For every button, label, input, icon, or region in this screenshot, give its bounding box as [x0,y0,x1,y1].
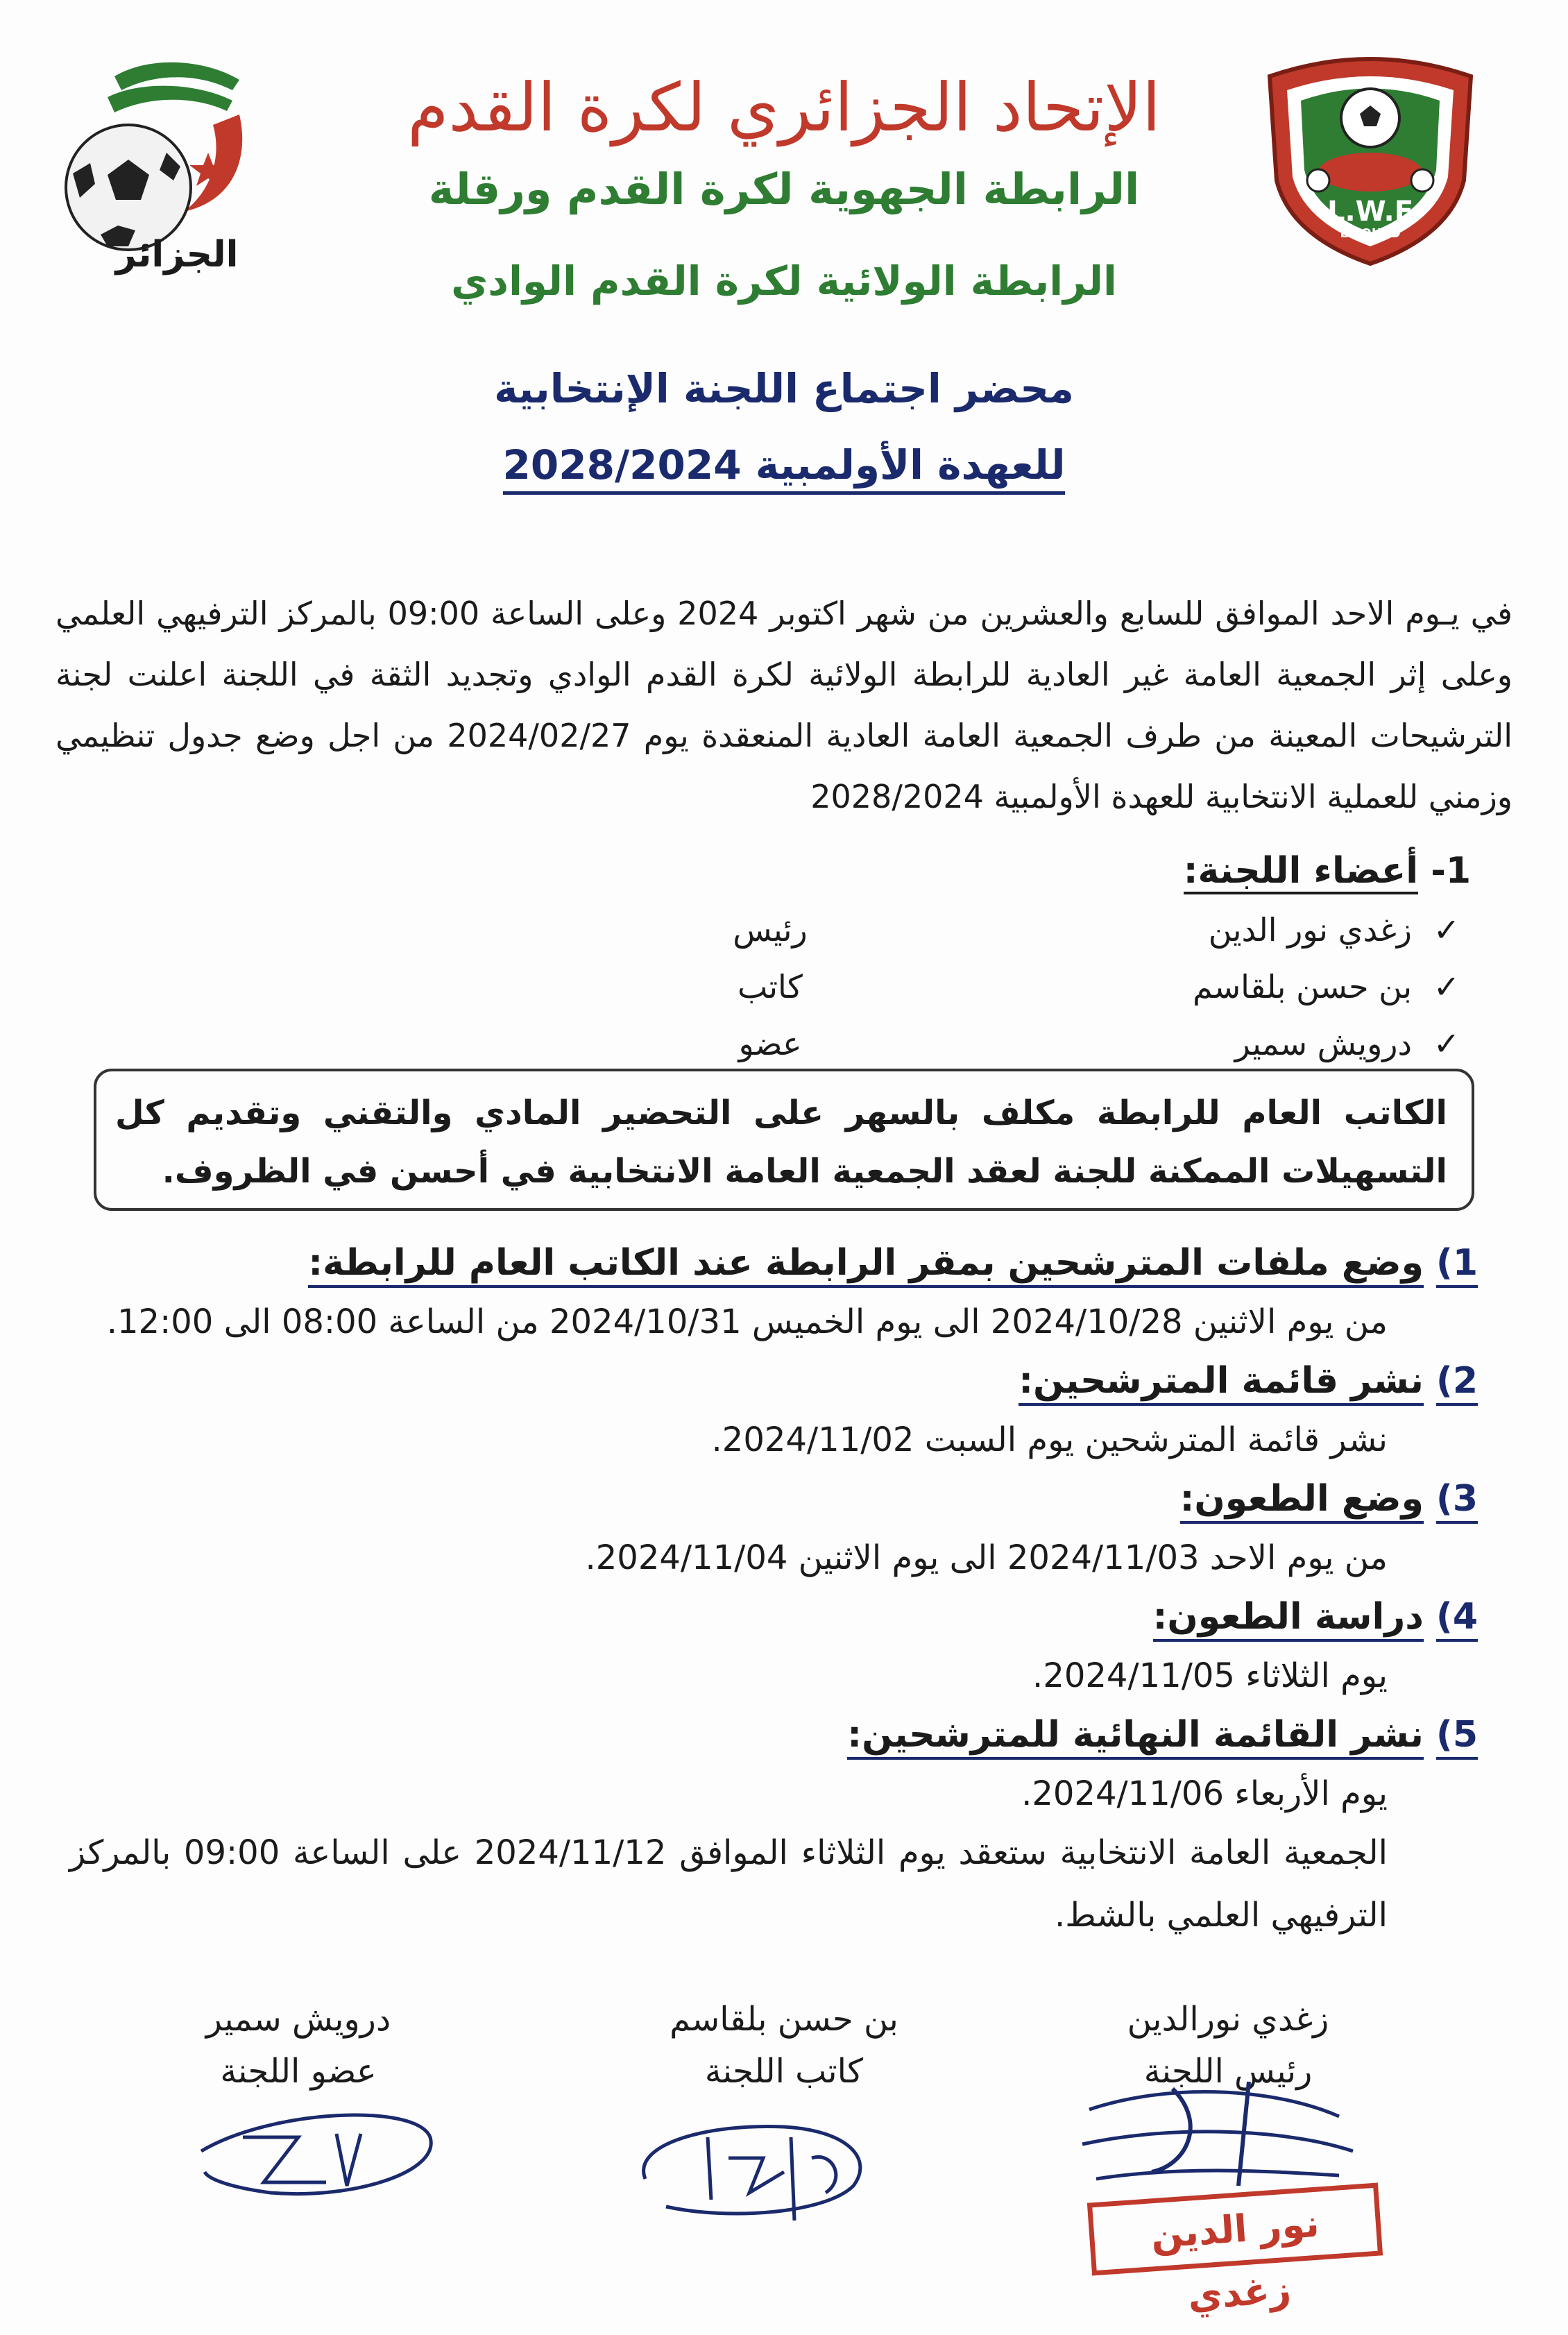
check-icon: ✓ [1433,968,1460,1005]
member-role: رئيس [733,911,808,949]
signature-role-secretary: كاتب اللجنة [704,2052,864,2091]
step-heading [308,1235,1478,1291]
member-row [701,902,1464,958]
step-number: 3) [1436,1478,1478,1524]
wilaya-league-title: الرابطة الولائية لكرة القدم الوادي [451,257,1117,305]
step-text: نشر قائمة المترشحين يوم السبت 2024/11/02. [711,1420,1388,1459]
step-heading [847,1707,1478,1763]
president-name-stamp: نور الدين زغدي [1087,2182,1383,2275]
step-number: 5) [1436,1714,1478,1760]
intro-paragraph: في يـوم الاحد الموافق للسابع والعشرين من شهر اكتوبر 2024 وعلى الساعة 09:00 بالمركز الترفيهي العلمي وعلى إثر الجمعية العامة غير العادية للرابطة الولائية لكرة القدم الوادي وتجديد الثقة في اللجنة اعلنت لجنة الترشيحات المعينة من طرف الجمعية العامة العادية المنعقدة يوم 2024/02/27 من اجل وضع جدول تنظيمي وزمني للعملية الانتخابية للعهدة الأولمبية 2028/2024 [56,595,1513,815]
secretary-note-text: الكاتب العام للرابطة مكلف بالسهر على التحضير المادي والتقني وتقديم كل التسهيلات الممكنة للجنة لعقد الجمعية العامة الانتخابية في أحسن في الظروف. [115,1094,1447,1191]
document-title: محضر اجتماع اللجنة الإنتخابية [494,365,1074,412]
step-heading [1019,1353,1478,1409]
step-number: 1) [1436,1242,1478,1288]
members-heading-number: 1- [1431,850,1471,892]
step-heading-text: وضع ملفات المترشحين بمقر الرابطة عند الكاتب العام للرابطة: [308,1242,1424,1288]
member-name: زغدي نور الدين [1208,911,1412,949]
member-name: بن حسن بلقاسم [1192,968,1412,1005]
secretary-note-box [94,1069,1474,1211]
step-heading [1180,1471,1478,1527]
lwf-logo-subtext: EL OUED [1340,226,1401,241]
member-row [701,1016,1464,1071]
general-assembly-note: الجمعية العامة الانتخابية ستعقد يوم الثلاثاء الموافق 2024/11/12 على الساعة 09:00 بالمركز الترفيهي العلمي بالشط. [69,1833,1388,1935]
step-heading [1153,1589,1478,1645]
document-subtitle-text: للعهدة الأولمبية 2028/2024 [503,441,1066,495]
step-heading-text: دراسة الطعون: [1153,1596,1424,1642]
signature-role-member: عضو اللجنة [220,2052,377,2091]
document-subtitle [326,434,1242,496]
member-name: درويش سمير [1234,1025,1412,1062]
signature-president-scribble [1068,2068,1367,2200]
member-row [701,959,1464,1014]
signature-member-scribble [187,2096,444,2214]
step-text: يوم الأربعاء 2024/11/06. [1021,1774,1388,1813]
members-heading-text: أعضاء اللجنة: [1184,850,1418,894]
step-text: من يوم الاثنين 2024/10/28 الى يوم الخميس 2024/10/31 من الساعة 08:00 الى 12:00. [106,1302,1388,1341]
step-text: من يوم الاحد 2024/11/03 الى يوم الاثنين 2024/11/04. [585,1538,1388,1577]
step-heading-text: وضع الطعون: [1180,1478,1424,1524]
member-role: كاتب [738,968,803,1005]
signature-role-president: رئيس اللجنة [1143,2052,1313,2091]
step-text: يوم الثلاثاء 2024/11/05. [1032,1656,1388,1695]
signature-secretary-scribble [624,2096,888,2234]
faf-logo-text: الجزائر [115,234,239,275]
signature-name-secretary: بن حسن بلقاسم [670,2000,898,2039]
faf-logo [31,49,267,278]
signature-name-member: درويش سمير [205,2000,391,2039]
signature-name-president: زغدي نورالدين [1127,2000,1329,2039]
federation-title: الإتحاد الجزائري لكرة القدم [407,69,1161,146]
step-number: 4) [1436,1596,1478,1642]
regional-league-title: الرابطة الجهوية لكرة القدم ورقلة [428,164,1140,214]
lwf-logo-text: L.W.F [1327,196,1414,228]
members-heading [1184,843,1471,899]
step-number: 2) [1436,1360,1478,1406]
member-role: عضو [738,1025,802,1062]
lwf-logo [1242,49,1499,271]
step-heading-text: نشر القائمة النهائية للمترشحين: [847,1714,1424,1760]
check-icon: ✓ [1433,911,1460,949]
check-icon: ✓ [1433,1025,1460,1062]
step-heading-text: نشر قائمة المترشحين: [1019,1360,1424,1406]
